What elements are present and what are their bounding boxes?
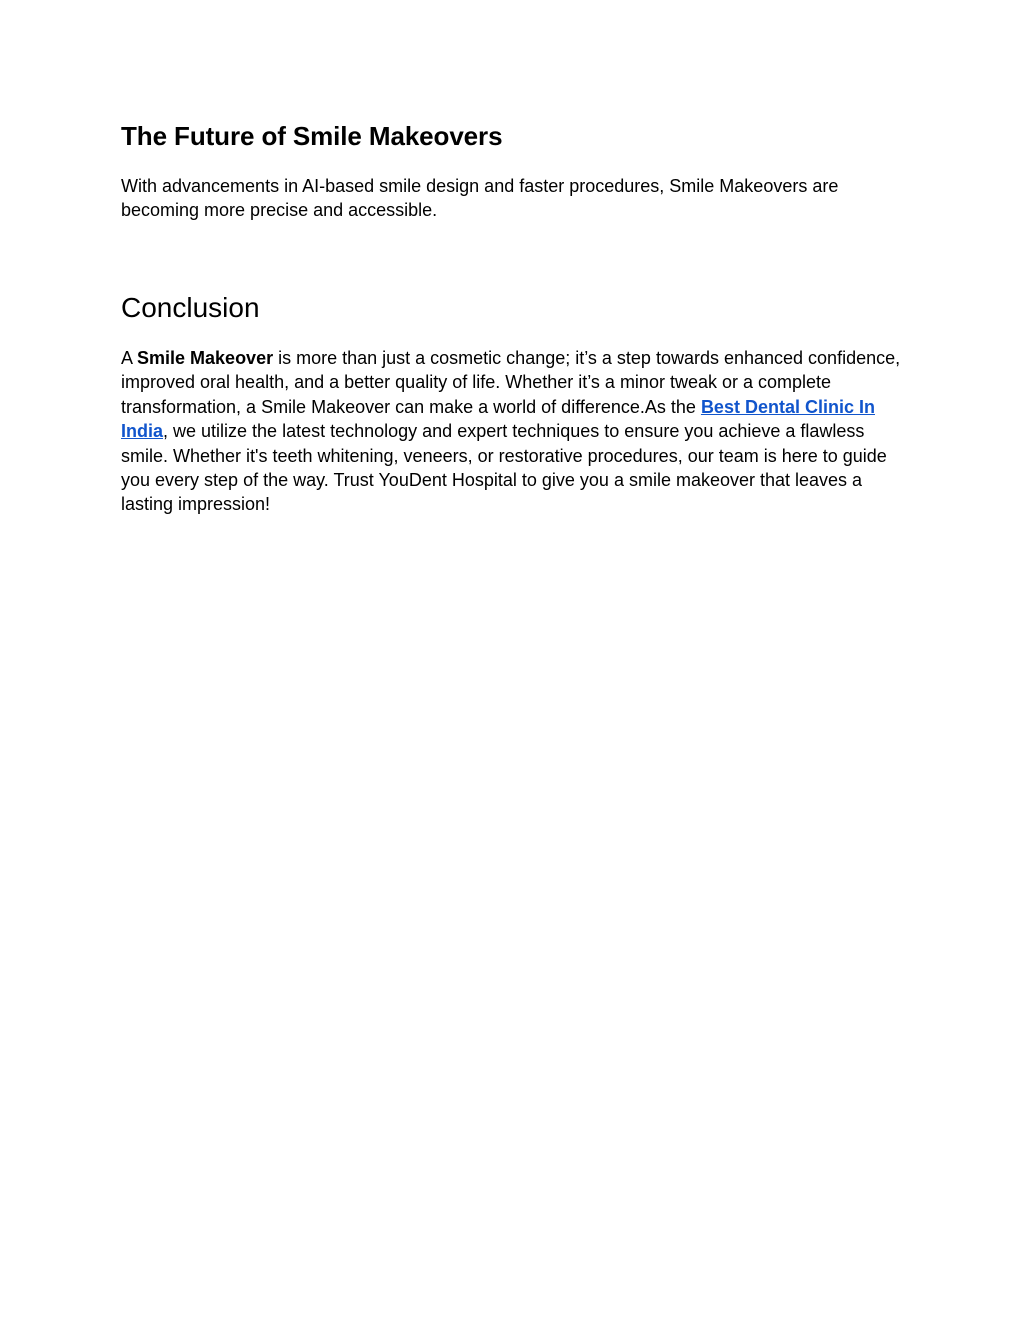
paragraph-text-intro: A — [121, 348, 138, 368]
bold-term-smile-makeover: Smile Makeover — [137, 348, 274, 368]
section-paragraph-conclusion — [121, 346, 911, 517]
paragraph-text-middle: is more than just a cosmetic change; it’s a step towards enhanced confidence, improved oral health, and a better quality of life. Whether it’s a minor tweak or a complete transformation, a Smile Makeover can make a world of difference.As the — [121, 348, 901, 417]
section-heading-future: The Future of Smile Makeovers — [121, 121, 503, 151]
paragraph-text-end: , we utilize the latest technology and expert techniques to ensure you achieve a flawless smile. Whether it's teeth whitening, veneers, or restorative procedures, our team is here to guide you every step of the way. Trust YouDent Hospital to give you a smile makeover that leaves a lasting impression! — [121, 421, 887, 515]
section-heading-conclusion: Conclusion — [121, 292, 260, 323]
best-dental-clinic-link[interactable]: Best Dental Clinic In India — [121, 396, 875, 442]
section-paragraph-future: With advancements in AI-based smile design and faster procedures, Smile Makeovers are becoming more precise and accessible. — [121, 176, 839, 221]
